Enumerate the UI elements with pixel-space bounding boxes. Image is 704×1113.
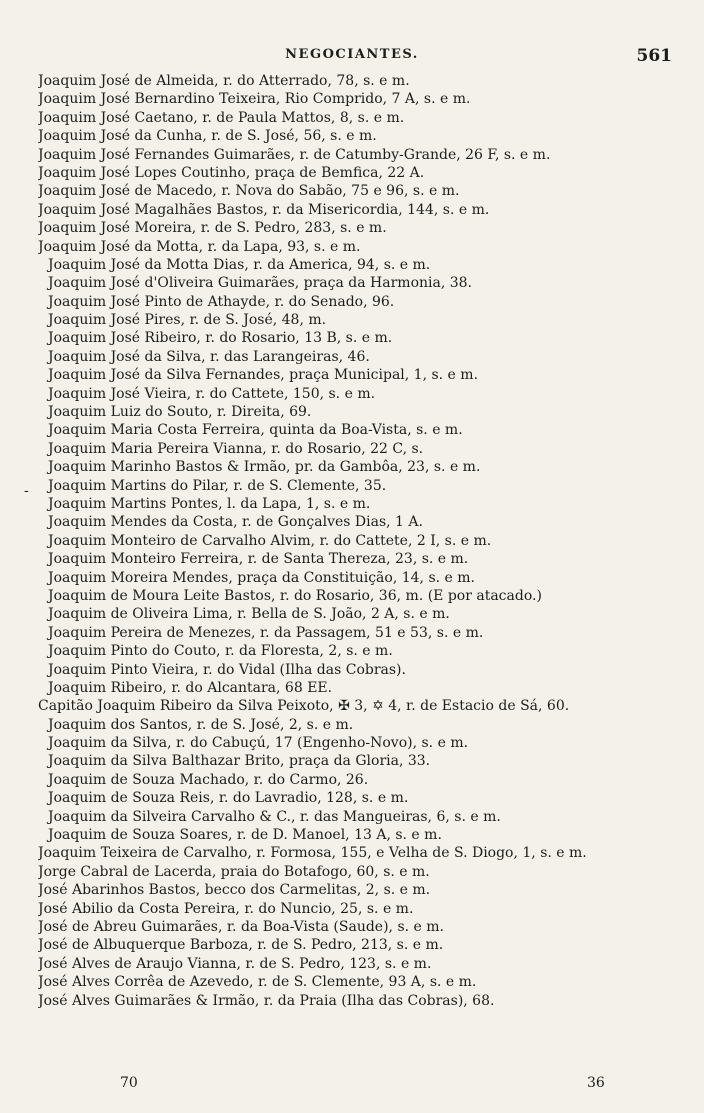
directory-entry: Jorge Cabral de Lacerda, praia do Botafogo, 60, s. e m. — [38, 863, 430, 880]
directory-entry: Joaquim da Silva, r. do Cabuçú, 17 (Engenho-Novo), s. e m. — [48, 735, 469, 752]
directory-entry: Joaquim Pereira de Menezes, r. da Passagem, 51 e 53, s. e m. — [48, 624, 484, 641]
page-number: 561 — [636, 46, 672, 66]
directory-entry: Joaquim José Pinto de Athayde, r. do Senado, 96. — [48, 293, 395, 310]
directory-entry: Joaquim de Oliveira Lima, r. Bella de S. João, 2 A, s. e m. — [48, 606, 450, 623]
directory-entry: Joaquim José Caetano, r. de Paula Mattos, 8, s. e m. — [38, 109, 405, 126]
directory-entry: Joaquim José Ribeiro, r. do Rosario, 13 B, s. e m. — [48, 330, 393, 347]
directory-entry: Joaquim Maria Costa Ferreira, quinta da Boa-Vista, s. e m. — [48, 422, 463, 439]
directory-entry: Joaquim José da Silva Fernandes, praça Municipal, 1, s. e m. — [48, 367, 479, 384]
directory-entry: Joaquim de Souza Soares, r. de D. Manoel, 13 A, s. e m. — [48, 827, 442, 844]
directory-entry: Joaquim José Vieira, r. do Cattete, 150, s. e m. — [48, 385, 376, 402]
directory-entry: Joaquim José Fernandes Guimarães, r. de Catumby-Grande, 26 F, s. e m. — [38, 146, 551, 163]
directory-entry: Joaquim José da Motta Dias, r. da America, 94, s. e m. — [48, 256, 431, 273]
directory-entry: Capitão Joaquim Ribeiro da Silva Peixoto, ✠ 3, ✡ 4, r. de Estacio de Sá, 60. — [38, 698, 570, 715]
directory-entry: Joaquim Ribeiro, r. do Alcantara, 68 EE. — [48, 679, 333, 696]
directory-entry: Joaquim da Silva Balthazar Brito, praça da Gloria, 33. — [48, 753, 431, 770]
directory-entry: José Alves de Araujo Vianna, r. de S. Pedro, 123, s. e m. — [38, 955, 432, 972]
footer-signature-right: 36 — [587, 1075, 605, 1091]
directory-entry: Joaquim Marinho Bastos & Irmão, pr. da Gambôa, 23, s. e m. — [48, 459, 481, 476]
directory-entry: José Abilio da Costa Pereira, r. do Nuncio, 25, s. e m. — [38, 900, 414, 917]
directory-entry: Joaquim Mendes da Costa, r. de Gonçalves Dias, 1 A. — [48, 514, 423, 531]
directory-entry: Joaquim de Moura Leite Bastos, r. do Rosario, 36, m. (E por atacado.) — [48, 587, 542, 604]
directory-entry: José de Abreu Guimarães, r. da Boa-Vista (Saude), s. e m. — [38, 918, 444, 935]
directory-entry: Joaquim Monteiro Ferreira, r. de Santa Thereza, 23, s. e m. — [48, 551, 469, 568]
directory-entry: Joaquim dos Santos, r. de S. José, 2, s. e m. — [48, 716, 354, 733]
directory-entry: Joaquim José Magalhães Bastos, r. da Misericordia, 144, s. e m. — [38, 201, 490, 218]
directory-entry: José Abarinhos Bastos, becco dos Carmelitas, 2, s. e m. — [38, 882, 431, 899]
directory-entry: José de Albuquerque Barboza, r. de S. Pedro, 213, s. e m. — [38, 937, 444, 954]
directory-entry: Joaquim José de Almeida, r. do Atterrado, 78, s. e m. — [38, 73, 410, 89]
directory-entry: Joaquim José da Silva, r. das Larangeiras, 46. — [48, 348, 370, 365]
page-title: NEGOCIANTES. — [285, 47, 419, 62]
directory-entry: Joaquim Martins Pontes, l. da Lapa, 1, s. e m. — [48, 495, 371, 512]
directory-entry: Joaquim Teixeira de Carvalho, r. Formosa, 155, e Velha de S. Diogo, 1, s. e m. — [38, 845, 587, 862]
directory-entry: José Alves Corrêa de Azevedo, r. de S. Clemente, 93 A, s. e m. — [38, 974, 477, 991]
directory-entry: Joaquim José de Macedo, r. Nova do Sabão, 75 e 96, s. e m. — [38, 183, 460, 200]
directory-entry: Joaquim Maria Pereira Vianna, r. do Rosario, 22 C, s. — [48, 440, 424, 457]
margin-mark: - — [24, 483, 29, 499]
directory-entry: Joaquim José Pires, r. de S. José, 48, m. — [48, 312, 327, 329]
directory-entry: Joaquim Moreira Mendes, praça da Constituição, 14, s. e m. — [48, 569, 475, 586]
entry-list — [38, 72, 684, 1010]
directory-entry: Joaquim Pinto do Couto, r. da Floresta, 2, s. e m. — [48, 643, 393, 660]
directory-entry: Joaquim Pinto Vieira, r. do Vidal (Ilha das Cobras). — [48, 661, 406, 678]
directory-entry: José Alves Guimarães & Irmão, r. da Praia (Ilha das Cobras), 68. — [38, 992, 495, 1009]
directory-entry: Joaquim Martins do Pilar, r. de S. Clemente, 35. — [48, 477, 387, 494]
directory-entry: Joaquim José Bernardino Teixeira, Rio Comprido, 7 A, s. e m. — [38, 91, 471, 108]
directory-entry: Joaquim de Souza Machado, r. do Carmo, 26. — [48, 771, 369, 788]
footer-signature-left: 70 — [120, 1075, 138, 1091]
directory-entry: Joaquim José da Motta, r. da Lapa, 93, s. e m. — [38, 238, 361, 255]
directory-entry: Joaquim José da Cunha, r. de S. José, 56, s. e m. — [38, 128, 377, 145]
directory-entry: Joaquim José Moreira, r. de S. Pedro, 283, s. e m. — [38, 220, 387, 237]
directory-entry: Joaquim de Souza Reis, r. do Lavradio, 128, s. e m. — [48, 790, 409, 807]
directory-entry: Joaquim José Lopes Coutinho, praça de Bemfica, 22 A. — [38, 164, 425, 181]
directory-entry: Joaquim José d'Oliveira Guimarães, praça da Harmonia, 38. — [48, 275, 472, 292]
directory-entry: Joaquim Luiz do Souto, r. Direita, 69. — [48, 404, 312, 421]
directory-entry: Joaquim Monteiro de Carvalho Alvim, r. do Cattete, 2 I, s. e m. — [48, 532, 492, 549]
directory-entry: Joaquim da Silveira Carvalho & C., r. das Mangueiras, 6, s. e m. — [48, 808, 501, 825]
